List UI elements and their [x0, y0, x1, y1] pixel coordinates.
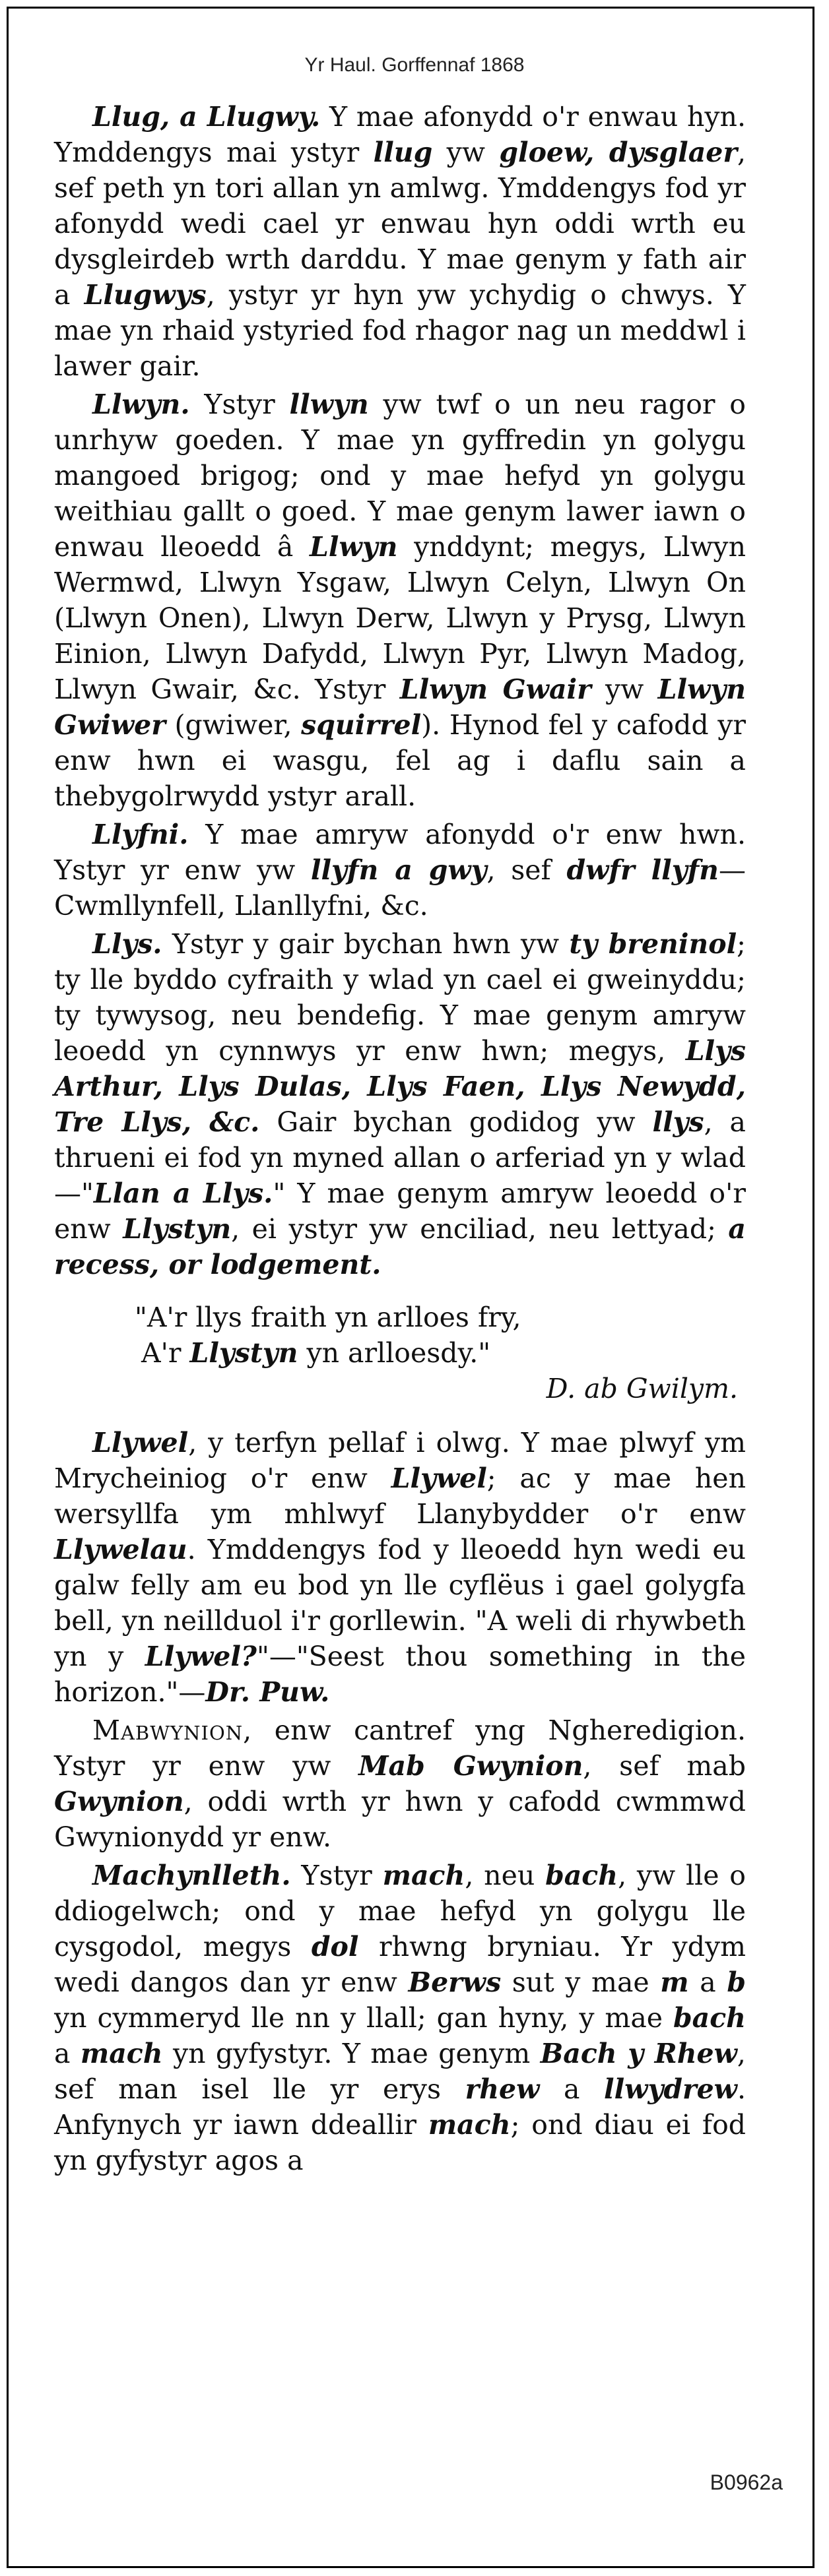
entry-text: Y mae afonydd o'r enwau hyn. Ymddengys mai ystyr	[54, 101, 746, 168]
entry-emphasis: mach	[382, 1860, 465, 1891]
entry-emphasis: gloew, dysglaer	[499, 137, 737, 168]
entry-text: , ei ystyr yw enciliad, neu lettyad;	[231, 1213, 729, 1245]
text-column	[54, 99, 746, 2178]
entry-emphasis: mach	[428, 2109, 511, 2141]
poem-line-2	[135, 1335, 746, 1371]
entry-emphasis: bach	[673, 2002, 746, 2034]
entry-text: ; ty lle byddo cyfraith y wlad yn cael ei gweinyddu; ty tywysog, neu bendefig. Y mae genym amryw leoedd yn cynnwys yr enw hwn; megys,	[54, 928, 746, 1067]
entry-emphasis: Llug, a Llugwy.	[92, 101, 321, 133]
entry-text: , ystyr yr hyn yw ychydig o chwys. Y mae yn rhaid ystyried fod rhagor nag un meddwl i lawer gair.	[54, 279, 746, 382]
dictionary-entry	[54, 387, 746, 814]
entry-text: , sef peth yn tori allan yn amlwg. Ymddengys fod yr afonydd wedi cael yr enwau hyn oddi wrth eu dysgleirdeb wrth darddu. Y mae genym y fath air a	[54, 137, 746, 311]
entry-emphasis: Llywel	[391, 1462, 487, 1494]
entry-text: Ystyr	[290, 1860, 383, 1891]
entry-text: ynddynt; megys, Llwyn Wermwd, Llwyn Ysgaw, Llwyn Celyn, Llwyn On (Llwyn Onen), Llwyn Derw, Llwyn y Prysg, Llwyn Einion, Llwyn Dafydd, Llwyn Pyr, Llwyn Madog, Llwyn Gwair, &c. Ystyr	[54, 531, 746, 705]
poem-line-2-em: Llystyn	[189, 1337, 298, 1369]
entry-emphasis: Llwyn Gwair	[399, 674, 591, 705]
entry-emphasis: Llwyn Gwiwer	[54, 674, 746, 741]
entry-text: , sef mab	[583, 1750, 746, 1782]
entry-emphasis: llyfn a gwy	[310, 854, 487, 886]
entry-emphasis: squirrel	[301, 709, 422, 741]
entry-emphasis: Llwyn.	[92, 389, 190, 420]
poem-line-1: "A'r llys fraith yn arlloes fry,	[135, 1302, 521, 1333]
dictionary-entry	[54, 926, 746, 1282]
entry-text: , yw lle o ddiogelwch; ond y mae hefyd yn golygu lle cysgodol, megys	[54, 1860, 746, 1963]
entry-text: Y mae amryw afonydd o'r enw hwn. Ystyr yr enw yw	[54, 819, 746, 886]
entry-text: , oddi wrth yr hwn y cafodd cwmmwd Gwynionydd yr enw.	[54, 1786, 746, 1853]
entry-text: yn cymmeryd lle nn y llall; gan hyny, y mae	[54, 2002, 673, 2034]
entry-emphasis: Llystyn	[123, 1213, 232, 1245]
entry-emphasis: llwyn	[289, 389, 369, 420]
entry-emphasis: mach	[80, 2038, 163, 2069]
page-header: Yr Haul. Gorffennaf 1868	[304, 54, 525, 76]
entry-text: , a thrueni ei fod yn myned allan o arferiad yn y wlad—"	[54, 1106, 746, 1209]
entry-text: ; ond diau ei fod yn gyfystyr agos a	[54, 2109, 746, 2176]
entry-text: , enw cantref yng Ngheredigion. Ystyr yr enw yw	[54, 1714, 746, 1782]
entry-text: a	[54, 2038, 81, 2069]
entry-emphasis: ty breninol	[569, 928, 737, 960]
entry-text: , sef man isel lle yr erys	[54, 2038, 746, 2105]
entry-text: a	[539, 2073, 605, 2105]
entry-emphasis: Llyfni.	[92, 819, 189, 850]
entry-emphasis: Berws	[408, 1966, 502, 1998]
entry-emphasis: Llywelau	[54, 1534, 187, 1565]
entry-text: (gwiwer,	[165, 709, 302, 741]
dictionary-entry	[54, 99, 746, 384]
entry-text: ; ac y mae hen wersyllfa ym mhlwyf Llanybydder o'r enw	[54, 1462, 746, 1530]
entry-emphasis: rhew	[465, 2073, 540, 2105]
entry-text: , neu	[465, 1860, 546, 1891]
entry-text: sut y mae	[501, 1966, 661, 1998]
poem-attribution: D. ab Gwilym.	[546, 1373, 738, 1404]
entry-text: Ystyr y gair bychan hwn yw	[162, 928, 570, 960]
entry-text: rhwng bryniau. Yr ydym wedi dangos dan yr enw	[54, 1931, 746, 1998]
entry-text: —Cwmllynfell, Llanllyfni, &c.	[54, 854, 746, 922]
entry-text: . Ymddengys fod y lleoedd hyn wedi eu galw felly am eu bod yn lle cyflëus i gael golygfa bell, yn neillduol i'r gorllewin. "A weli di rhywbeth yn y	[54, 1534, 746, 1672]
entry-text: . Anfynych yr iawn ddeallir	[54, 2073, 746, 2141]
entry-text: yw twf o un neu ragor o unrhyw goeden. Y mae yn gyffredin yn golygu mangoed brigog; ond y mae hefyd yn golygu weithiau gallt o goed. Y mae genym lawer iawn o enwau lleoedd â	[54, 389, 746, 563]
entry-emphasis: Llys.	[92, 928, 162, 960]
entry-text: yw	[432, 137, 500, 168]
entry-emphasis: dwfr llyfn	[566, 854, 719, 886]
entry-emphasis: Bach y Rhew	[540, 2038, 737, 2069]
entry-emphasis: Llwyn	[310, 531, 398, 563]
dictionary-entry	[54, 1712, 746, 1855]
dictionary-entry	[54, 1425, 746, 1710]
entry-emphasis: llug	[373, 137, 433, 168]
entry-emphasis: Gwynion	[54, 1786, 184, 1817]
entry-emphasis: dol	[311, 1931, 359, 1963]
poem-quote	[54, 1300, 746, 1406]
entry-emphasis: Llan a Llys.	[93, 1178, 273, 1209]
entry-text: , y terfyn pellaf i olwg. Y mae plwyf ym Mrycheiniog o'r enw	[54, 1427, 746, 1494]
entry-emphasis: m	[660, 1966, 689, 1998]
entry-emphasis: Machynlleth.	[92, 1860, 291, 1891]
entry-text: Gair bychan godidog yw	[259, 1106, 653, 1138]
entry-emphasis: Llys Arthur, Llys Dulas, Llys Faen, Llys Newydd, Tre Llys, &c.	[54, 1035, 746, 1138]
entry-emphasis: b	[727, 1966, 746, 1998]
entry-text: Ystyr	[189, 389, 290, 420]
entry-emphasis: llys	[652, 1106, 704, 1138]
entries-group-1	[54, 99, 746, 1282]
entry-emphasis: Llugwys	[84, 279, 207, 311]
entries-group-2	[54, 1425, 746, 2178]
entry-text: "—"Seest thou something in the horizon."—	[54, 1641, 746, 1708]
entry-text: ). Hynod fel y cafodd yr enw hwn ei wasgu, fel ag i daflu sain a thebygolrwydd ystyr arall.	[54, 709, 746, 812]
dictionary-entry	[54, 1858, 746, 2178]
entry-text: , sef	[486, 854, 567, 886]
entry-text: a	[688, 1966, 727, 1998]
entry-emphasis: Dr. Puw.	[205, 1676, 330, 1708]
entry-text: " Y mae genym amryw leoedd o'r enw	[54, 1178, 746, 1245]
entry-emphasis: Llywel	[92, 1427, 189, 1459]
entry-emphasis: Mab Gwynion	[358, 1750, 583, 1782]
entry-smallcaps: Mabwynion	[92, 1714, 244, 1746]
dictionary-entry	[54, 817, 746, 924]
entry-emphasis: bach	[545, 1860, 618, 1891]
entry-emphasis: a recess, or lodgement.	[54, 1213, 746, 1280]
entry-emphasis: Llywel?	[145, 1641, 257, 1672]
poem-line-2-pre: A'r	[141, 1337, 190, 1369]
poem-line-2-post: yn arlloesdy."	[298, 1337, 491, 1369]
catalog-id: B0962a	[710, 2470, 783, 2494]
entry-text: yn gyfystyr. Y mae genym	[162, 2038, 541, 2069]
entry-text: yw	[591, 674, 658, 705]
entry-emphasis: llwydrew	[604, 2073, 737, 2105]
